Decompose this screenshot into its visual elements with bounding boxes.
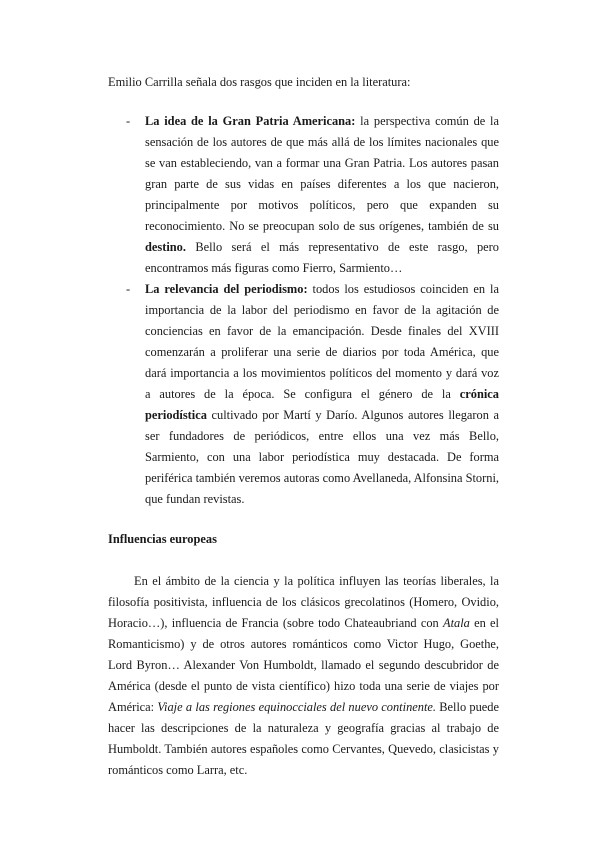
bullet-periodismo xyxy=(145,279,499,510)
bullet-title: La relevancia del periodismo: xyxy=(145,282,308,296)
bullet-gran-patria xyxy=(145,111,499,279)
bullet-emphasis: destino. xyxy=(145,240,186,254)
para-text: en el Romanticismo) y de otros autores románticos como Victor Hugo, Goethe, Lord Byron… Alexander Von Humboldt, llamado el segundo descubridor de América (desde el punto de vista científico) hizo toda una serie de viajes por América: xyxy=(108,616,499,714)
bullet-text: Bello será el más representativo de este rasgo, pero encontramos más figuras como Fierro, Sarmiento… xyxy=(145,240,499,275)
bullet-text: cultivado por Martí y Darío. Algunos autores llegaron a ser fundadores de periódicos, entre ellos una vez más Bello, Sarmiento, con una labor periodística muy destacada. De forma periférica también veremos autoras como Avellaneda, Alfonsina Storni, que fundan revistas. xyxy=(145,408,499,506)
para-italic: Atala xyxy=(443,616,470,630)
bullet-emphasis: crónica periodística xyxy=(145,387,499,422)
section-heading: Influencias europeas xyxy=(108,532,217,546)
para-text: En el ámbito de la ciencia y la política influyen las teorías liberales, la filosofía positivista, influencia de los clásicos grecolatinos (Homero, Ovidio, Horacio…), influencia de Francia (sobre todo Chateaubriand con xyxy=(108,574,499,630)
intro-line: Emilio Carrilla señala dos rasgos que inciden en la literatura: xyxy=(108,75,411,89)
bullet-text: la perspectiva común de la sensación de los autores de que más allá de los límites nacionales que se van estableciendo, van a formar una Gran Patria. Los autores pasan gran parte de sus vidas en países diferentes a los que nacieron, principalmente por motivos políticos, pero que expanden su reconocimiento. No se preocupan solo de sus orígenes, también de su xyxy=(145,114,499,233)
bullet-text: todos los estudiosos coinciden en la importancia de la labor del periodismo en favor de la agitación de conciencias en favor de la emancipación. Desde finales del XVIII comenzarán a proliferar una serie de diarios por toda América, que dará importancia a los movimientos políticos del momento y dará voz a autores de la época. Se configura el género de la xyxy=(145,282,499,401)
bullet-dash: - xyxy=(126,282,131,296)
para-text: Bello puede hacer las descripciones de la naturaleza y geografía gracias al trabajo de Humboldt. También autores españoles como Cervantes, Quevedo, clasicistas y románticos como Larra, etc. xyxy=(108,700,500,777)
bullet-title: La idea de la Gran Patria Americana: xyxy=(145,114,356,128)
body-paragraph xyxy=(108,571,499,781)
para-italic: Viaje a las regiones equinocciales del nuevo continente. xyxy=(157,700,437,714)
bullet-dash: - xyxy=(126,114,131,128)
